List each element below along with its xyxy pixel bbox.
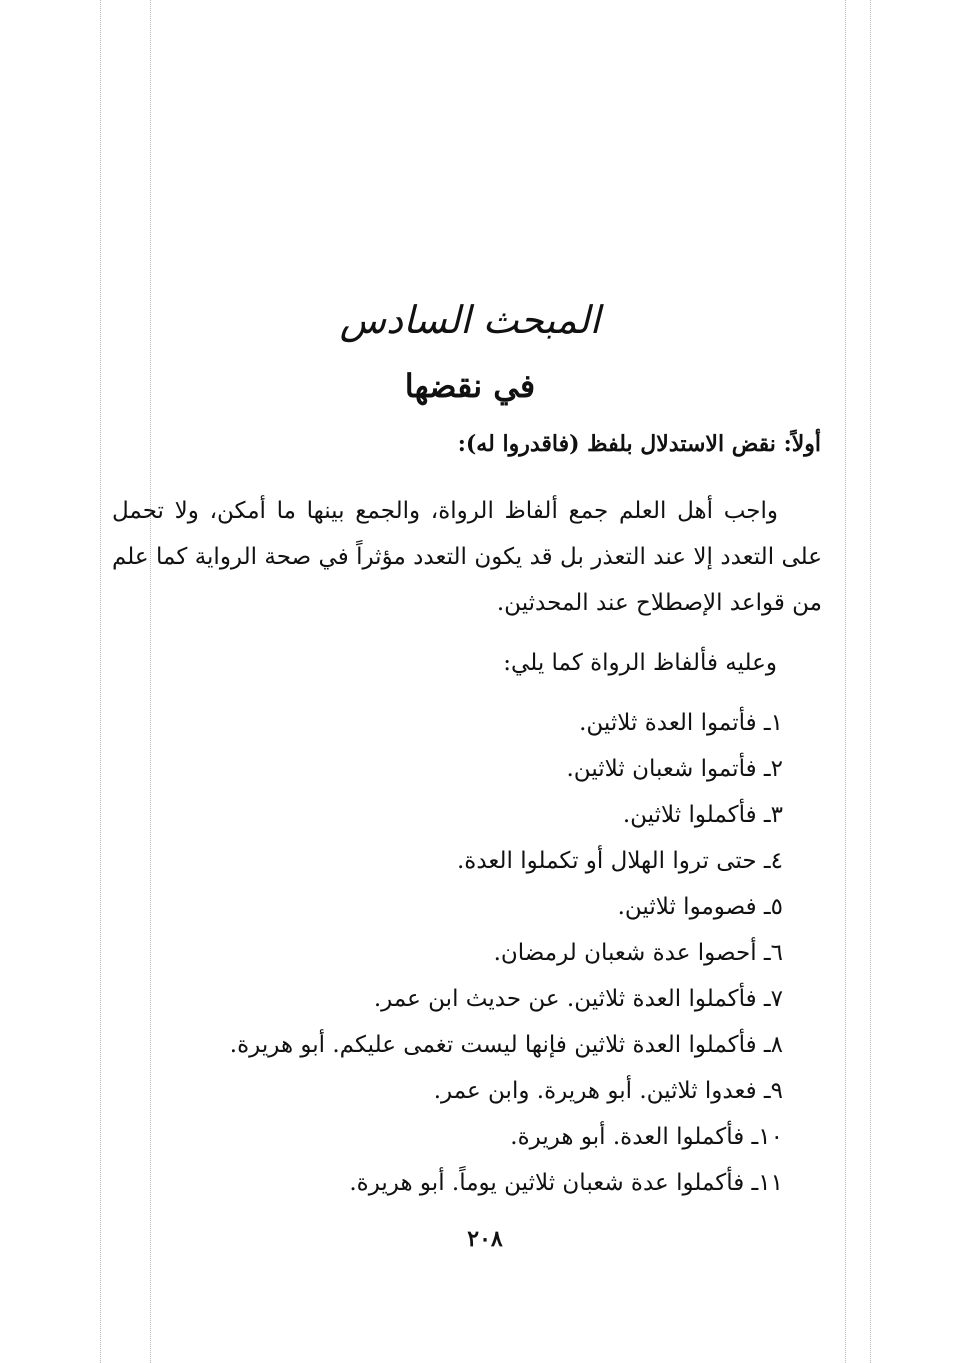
body-paragraph: واجب أهل العلم جمع ألفاظ الرواة، والجمع بينها ما أمكن، ولا تحمل على التعدد إلا عند التعذر بل قد يكون التعدد مؤثراً في صحة الرواية كما علم من قواعد الإصطلاح عند المحدثين. <box>112 498 822 616</box>
dotted-guide-line <box>100 0 101 1363</box>
list-intro: وعليه فألفاظ الرواة كما يلي: <box>503 650 777 676</box>
page-number: ٢٠٨ <box>467 1226 503 1252</box>
section-heading: أولاً: نقض الاستدلال بلفظ (فاقدروا له): <box>457 431 821 457</box>
dotted-guide-line <box>845 0 846 1363</box>
list-item: ٣ـ فأكملوا ثلاثين. <box>622 802 783 828</box>
list-item: ٢ـ فأتموا شعبان ثلاثين. <box>566 756 783 782</box>
dotted-guide-line <box>870 0 871 1363</box>
list-item: ٤ـ حتى تروا الهلال أو تكملوا العدة. <box>456 848 783 874</box>
list-item: ٩ـ فعدوا ثلاثين. أبو هريرة. وابن عمر. <box>433 1078 783 1104</box>
list-item: ٥ـ فصوموا ثلاثين. <box>617 894 783 920</box>
list-item: ٧ـ فأكملوا العدة ثلاثين. عن حديث ابن عمر. <box>373 986 783 1012</box>
list-item: ١ـ فأتموا العدة ثلاثين. <box>579 710 783 736</box>
list-item: ١٠ـ فأكملوا العدة. أبو هريرة. <box>510 1124 783 1150</box>
list-item: ٨ـ فأكملوا العدة ثلاثين فإنها ليست تغمى عليكم. أبو هريرة. <box>229 1032 783 1058</box>
list-item: ١١ـ فأكملوا عدة شعبان ثلاثين يوماً. أبو هريرة. <box>349 1170 783 1196</box>
list-item: ٦ـ أحصوا عدة شعبان لرمضان. <box>493 940 783 966</box>
chapter-subtitle: في نقضها <box>404 367 536 405</box>
narrations-list <box>123 700 783 1206</box>
chapter-title: المبحث السادس <box>339 298 601 342</box>
